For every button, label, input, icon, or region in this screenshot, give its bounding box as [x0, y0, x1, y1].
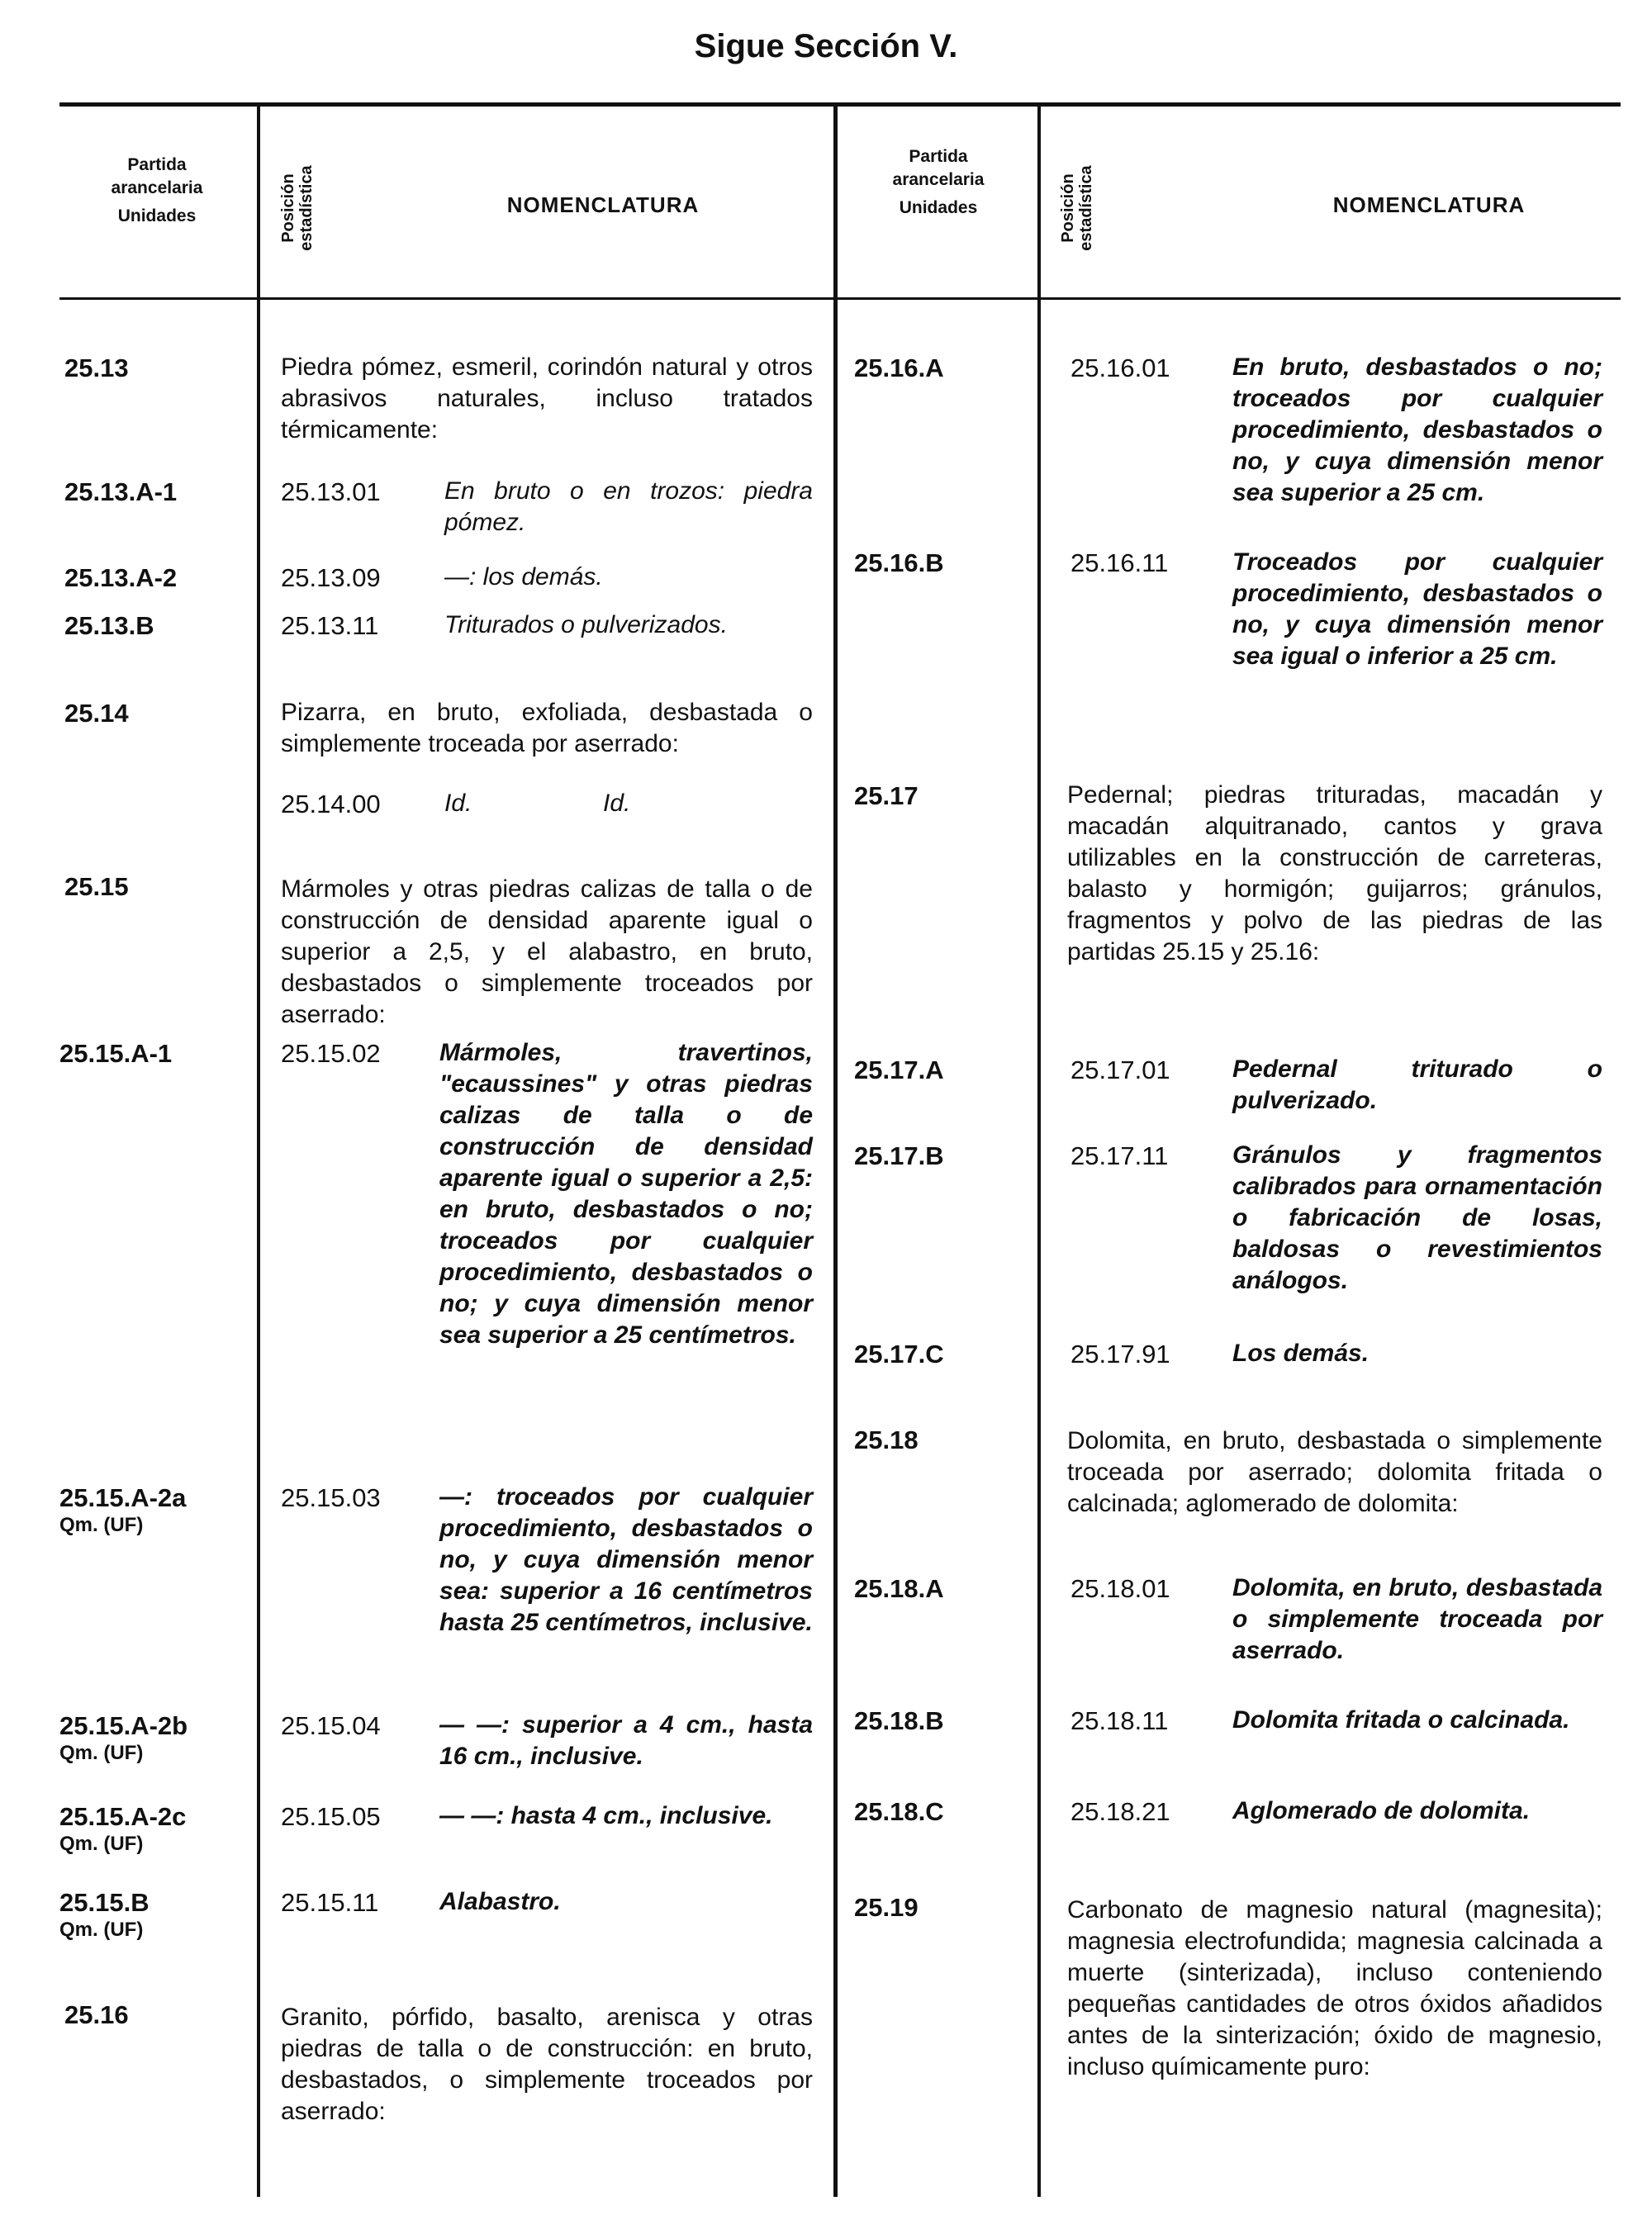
statistical-position: 25.13.01 — [281, 477, 381, 506]
statistical-position: 25.18.21 — [1070, 1797, 1170, 1826]
column-divider — [1037, 106, 1041, 2197]
table-top-rule — [59, 102, 1621, 107]
statistical-position: 25.16.11 — [1070, 548, 1169, 577]
statistical-position: 25.17.11 — [1070, 1141, 1169, 1170]
subitem-description: —: troceados por cualquier procedimiento, desbastados o no, y cuya dimensión menor sea: superior a 16 centímetros hasta 25 centímetros, inclusive. — [439, 1483, 813, 1636]
partida-code — [59, 1482, 186, 1536]
column-divider-center — [833, 106, 838, 2197]
heading-description: Granito, pórfido, basalto, arenisca y otras piedras de talla o de construcción: en bruto, desbastados, o simplemente troceados por aserrado: — [281, 2004, 813, 2125]
partida-code: 25.18.C — [854, 1797, 944, 1826]
header-nomenclatura: NOMENCLATURA — [1332, 192, 1526, 217]
subitem-description: En bruto o en trozos: piedra pómez. — [444, 477, 813, 536]
header-partida — [841, 145, 1036, 220]
partida-code: 25.18.B — [854, 1706, 944, 1735]
subitem-description: Los demás. — [1232, 1340, 1370, 1367]
statistical-position: 25.13.09 — [281, 563, 381, 592]
subitem-description: Dolomita, en bruto, desbastada o simplemente troceada por aserrado. — [1232, 1574, 1602, 1664]
subitem-description: Triturados o pulverizados. — [444, 611, 728, 638]
partida-code: 25.18 — [854, 1425, 919, 1454]
partida-code-text: 25.15.A-2b — [59, 1711, 188, 1740]
subitem-description: — —: superior a 4 cm., hasta 16 cm., inclusive. — [439, 1711, 813, 1770]
partida-code-text: 25.15.A-2a — [59, 1483, 187, 1512]
partida-code: 25.16.B — [854, 548, 944, 577]
header-posicion: Posición estadística — [279, 165, 316, 251]
partida-code — [59, 1800, 186, 1855]
subitem-description: Aglomerado de dolomita. — [1232, 1797, 1531, 1824]
partida-code: 25.13.A-1 — [64, 477, 178, 506]
statistical-position: 25.15.05 — [281, 1802, 381, 1831]
heading-description: Piedra pómez, esmeril, corindón natural y otros abrasivos naturales, incluso tratados térmicamente: — [281, 353, 813, 444]
subitem-description: —: los demás. — [444, 563, 603, 591]
statistical-position: 25.15.02 — [281, 1039, 381, 1068]
partida-code: 25.19 — [854, 1893, 919, 1922]
header-bottom-rule — [59, 297, 1621, 300]
heading-description: Carbonato de magnesio natural (magnesita); magnesia electrofundida; magnesia calcinada a muerte (sinterizada), incluso conteniendo pequeñas cantidades de otros óxidos añadidos antes de la sinterización; óxido de magnesio, incluso químicamente puro: — [1067, 1896, 1602, 2080]
partida-code: 25.17.C — [854, 1340, 944, 1369]
partida-code: 25.18.A — [854, 1574, 944, 1603]
partida-code-text: 25.15.B — [59, 1888, 150, 1917]
partida-code: 25.13.A-2 — [64, 563, 178, 592]
statistical-position: 25.14.00 — [281, 790, 381, 818]
partida-code: 25.17.A — [854, 1055, 944, 1084]
subitem-description: Gránulos y fragmentos calibrados para ornamentación o fabricación de losas, baldosas o revestimientos análogos. — [1232, 1141, 1602, 1294]
statistical-position: 25.17.01 — [1070, 1055, 1170, 1084]
partida-code: 25.14 — [64, 699, 129, 728]
statistical-position: 25.15.04 — [281, 1711, 381, 1740]
subitem-description: Id. — [444, 790, 472, 817]
unit-label: Qm. (UF) — [59, 1833, 144, 1855]
unit-label: Qm. (UF) — [59, 1514, 144, 1536]
statistical-position: 25.13.11 — [281, 611, 379, 640]
header-partida-line: Partida — [127, 155, 187, 174]
subitem-description: Troceados por cualquier procedimiento, desbastados o no, y cuya dimensión menor sea igual o inferior a 25 cm. — [1232, 548, 1602, 670]
heading-description: Pedernal; piedras trituradas, macadán y macadán alquitranado, cantos y grava utilizables en la construcción de carreteras, balasto y hormigón; guijarros; gránulos, fragmentos y polvo de las piedras de las partidas 25.15 y 25.16: — [1067, 781, 1602, 965]
statistical-position: 25.18.01 — [1070, 1574, 1170, 1603]
header-partida-line: Partida — [909, 147, 968, 166]
partida-code — [59, 1710, 188, 1764]
partida-code: 25.16.A — [854, 353, 944, 382]
partida-code: 25.17 — [854, 781, 919, 810]
partida-code-text: 25.15.A-2c — [59, 1802, 187, 1831]
partida-code: 25.17.B — [854, 1141, 944, 1170]
statistical-position: 25.15.11 — [281, 1888, 379, 1917]
subitem-description: Dolomita fritada o calcinada. — [1232, 1706, 1570, 1734]
subitem-description: En bruto, desbastados o no; troceados por cualquier procedimiento, desbastados o no, y cuya dimensión menor sea superior a 25 cm. — [1232, 353, 1602, 506]
statistical-position: 25.16.01 — [1070, 353, 1170, 382]
partida-code: 25.15.A-1 — [59, 1039, 173, 1068]
statistical-position: 25.18.11 — [1070, 1706, 1169, 1735]
heading-description: Mármoles y otras piedras calizas de talla o de construcción de densidad aparente igual o superior a 2,5, y el alabastro, en bruto, desbastados o simplemente troceados por aserrado: — [281, 875, 813, 1028]
subitem-description: Pedernal triturado o pulverizado. — [1232, 1055, 1602, 1114]
subitem-description: Alabastro. — [439, 1888, 561, 1915]
subitem-description: Id. — [603, 790, 631, 817]
header-partida — [59, 154, 254, 228]
header-partida-line: arancelaria — [892, 170, 985, 189]
subitem-description: — —: hasta 4 cm., inclusive. — [439, 1802, 773, 1829]
statistical-position: 25.15.03 — [281, 1483, 381, 1512]
heading-description: Dolomita, en bruto, desbastada o simplemente troceada por aserrado; dolomita fritada o calcinada; aglomerado de dolomita: — [1067, 1427, 1602, 1517]
partida-code: 25.13.B — [64, 611, 154, 640]
header-partida-line: Unidades — [117, 206, 197, 225]
unit-label: Qm. (UF) — [59, 1742, 144, 1764]
subitem-description: Mármoles, travertinos, "ecaussines" y otras piedras calizas de talla o de construcción de densidad aparente igual o superior a 2,5: en bruto, desbastados o no; troceados por cualquier procedimiento, desbastados o no; y cuya dimensión menor sea superior a 25 centímetros. — [439, 1039, 813, 1349]
page-title: Sigue Sección V. — [694, 28, 958, 64]
partida-code: 25.13 — [64, 353, 129, 382]
header-partida-line: arancelaria — [111, 178, 203, 197]
header-partida-line: Unidades — [899, 198, 978, 217]
header-nomenclatura: NOMENCLATURA — [506, 192, 700, 217]
unit-label: Qm. (UF) — [59, 1919, 144, 1941]
statistical-position: 25.17.91 — [1070, 1340, 1170, 1369]
partida-code: 25.16 — [64, 2000, 129, 2029]
column-divider — [257, 106, 260, 2197]
header-posicion: Posición estadística — [1059, 165, 1095, 251]
partida-code — [59, 1886, 150, 1941]
heading-description: Pizarra, en bruto, exfoliada, desbastada o simplemente troceada por aserrado: — [281, 699, 813, 757]
partida-code: 25.15 — [64, 872, 129, 901]
